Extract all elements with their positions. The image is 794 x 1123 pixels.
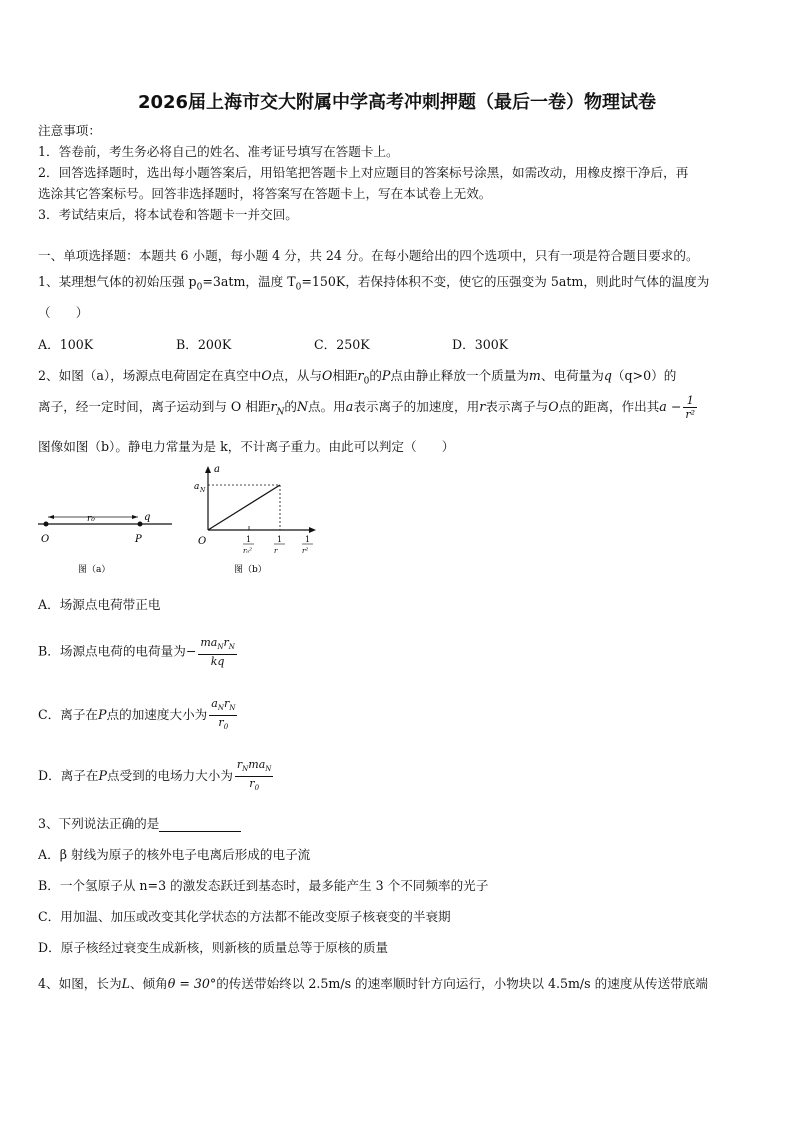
figure-b-y-arrowhead [205, 466, 211, 473]
q2-optC-den-r: r [218, 716, 224, 730]
q2-q: q [603, 368, 612, 383]
q3-option-c: C．用加温、加压或改变其化学状态的方法都不能改变原子核衰变的半衰期 [38, 909, 451, 924]
figure-b-tick2-num: 1 [277, 535, 283, 544]
question-1-stem [38, 271, 709, 293]
q2-rN: r [270, 399, 277, 414]
question-2-line-2 [38, 394, 699, 421]
q2-text: 2、如图（a），场源点电荷固定在真空中 [38, 368, 262, 383]
figure-b-tick3-den: r² [302, 547, 309, 555]
q2-text: 点的距离，作出其 [558, 399, 660, 414]
figure-b-label-aN-sub: N [200, 487, 206, 494]
q2-optB-num-a: ma [200, 636, 218, 649]
q2-text: （q>0）的 [611, 368, 677, 383]
q2-optC-num-a: a [211, 697, 218, 710]
q2-text: 相距 [332, 368, 358, 383]
figure-b-tick1-num: 1 [246, 535, 252, 544]
figure-b [190, 462, 330, 580]
q2-optC-mid: 点的加速度大小为 [106, 707, 208, 723]
q2-option-a: A．场源点电荷带正电 [38, 597, 161, 612]
figure-a-caption: 图（a） [78, 565, 111, 575]
figure-b-label-O: O [198, 536, 207, 547]
figure-a-label-r0: r₀ [87, 514, 95, 524]
q2-text: 、电荷量为 [540, 368, 604, 383]
q2-N: N [296, 399, 308, 414]
notice-item-2: 2．回答选择题时，选出每小题答案后，用铅笔把答题卡上对应题目的答案标号涂黑，如需改动，用橡皮擦干净后，再 [38, 165, 689, 180]
q2-O: O [322, 368, 333, 383]
question-2-line-1 [38, 365, 676, 387]
q2-fraction [683, 394, 697, 421]
figure-b-tick2-den: r [274, 547, 278, 555]
question-4-stem [38, 973, 708, 992]
figure-a-arrowhead-left [48, 515, 54, 519]
q4-stem-b: 、倾角 [129, 976, 168, 991]
figure-b-label-aN: a [194, 482, 200, 492]
q2-optC-den [209, 716, 237, 734]
q2-optB-pre: B．场源点电荷的电荷量为− [38, 643, 197, 659]
q2-option-b [38, 636, 239, 668]
q2-text: 的 [369, 368, 382, 383]
answer-blank [159, 819, 241, 832]
question-3-stem [38, 813, 241, 832]
q4-L: L [121, 976, 130, 991]
q2-text: 的 [284, 399, 297, 414]
q1-option-c: C．250K [314, 337, 370, 352]
q1-sub-p0: 0 [196, 282, 203, 293]
q1-stem-c: =150K，若保持体积不变，使它的压强变为 5atm，则此时气体的温度为 [301, 274, 710, 289]
q2-optB-num [198, 636, 237, 655]
figure-b-line [208, 485, 280, 530]
q2-sub: N [276, 407, 285, 418]
figure-b-label-a: a [214, 464, 220, 475]
q2-text: 表示离子的加速度，用 [353, 399, 480, 414]
q1-option-d: D．300K [452, 337, 509, 352]
section-heading: 一、单项选择题：本题共 6 小题，每小题 4 分，共 24 分。在每小题给出的四个选项中，只有一项是符合题目要求的。 [38, 248, 699, 263]
figure-b-caption: 图（b） [234, 565, 267, 575]
q1-option-a: A．100K [38, 337, 94, 352]
q1-option-b: B．200K [176, 337, 232, 352]
notice-item-1: 1．答卷前，考生务必将自己的姓名、准考证号填写在答题卡上。 [38, 144, 399, 159]
q2-optD-num-m: m [248, 758, 259, 771]
q2-option-c [38, 697, 239, 734]
q2-optD-num-sub: N [242, 765, 249, 774]
q2-optD-den-sub: 0 [254, 784, 260, 793]
q2-optB-num-r: r [223, 636, 229, 649]
q2-optB-num-sub2: N [228, 643, 235, 652]
q4-stem-a: 4、如图，长为 [38, 976, 122, 991]
q2-text: 离子，经一定时间，离子运动到与 O 相距 [38, 399, 271, 414]
figure-a-label-P: P [135, 534, 142, 545]
figure-a-arrowhead-right [132, 515, 138, 519]
figure-a-point-P [138, 522, 143, 527]
q2-optC-num-r: r [223, 697, 230, 710]
q4-theta: θ = 30° [167, 976, 217, 991]
q2-text: 点由静止释放一个质量为 [390, 368, 529, 383]
q2-optD-den [235, 777, 274, 795]
q2-O: O [548, 399, 559, 414]
q2-r0: r [357, 368, 364, 383]
q2-a-dash: a − [659, 399, 682, 414]
q2-text: 点，从与 [271, 368, 323, 383]
q1-stem-a: 1、某理想气体的初始压强 p [38, 274, 197, 289]
notice-item-2-cont: 选涂其它答案标号。回答非选择题时，将答案写在答题卡上，写在本试卷上无效。 [38, 186, 492, 201]
q2-optC-P: P [98, 707, 107, 723]
q2-optC-fraction [209, 697, 237, 734]
q3-stem-text: 3、下列说法正确的是 [38, 816, 160, 831]
q3-option-a: A．β 射线为原子的核外电子电离后形成的电子流 [38, 847, 311, 862]
figure-b-x-arrowhead [309, 527, 316, 533]
q4-stem-c: 的传送带始终以 2.5m/s 的速率顺时针方向运行，小物块以 4.5m/s 的速度从传送带底端 [216, 976, 708, 991]
figure-a-label-q: q [144, 512, 151, 523]
q2-O: O [261, 368, 272, 383]
q2-m: m [528, 368, 541, 383]
frac-den: r² [685, 408, 696, 421]
q2-text: 点。用 [307, 399, 346, 414]
page-title: 2026届上海市交大附属中学高考冲刺押题（最后一卷）物理试卷 [137, 92, 657, 113]
notice-heading: 注意事项： [38, 123, 101, 138]
q2-P: P [381, 368, 391, 383]
q2-option-d [38, 758, 275, 795]
q2-optD-num-sub2: N [265, 765, 272, 774]
q1-paren: （ ） [38, 305, 89, 320]
q2-optD-pre: D．离子在 [38, 768, 99, 784]
q2-r: r [479, 399, 486, 414]
q2-a: a [345, 399, 354, 414]
q2-optB-num-sub: N [217, 643, 224, 652]
q2-optB-fraction [198, 636, 237, 668]
q2-optD-num [235, 758, 274, 777]
q2-optC-num-sub2: N [229, 704, 236, 713]
q2-optD-fraction [235, 758, 274, 795]
figure-a-label-O: O [41, 534, 50, 545]
figure-a-point-O [44, 522, 49, 527]
q2-text: 表示离子与 [485, 399, 549, 414]
notice-item-3: 3．考试结束后，将本试卷和答题卡一并交回。 [38, 207, 298, 222]
q2-optC-num-sub: N [217, 704, 224, 713]
q2-optD-num-r: r [236, 758, 243, 771]
q1-sub-t0: 0 [295, 282, 302, 293]
figure-b-tick3-num: 1 [305, 535, 311, 544]
q2-optD-P: P [98, 768, 107, 784]
q3-option-d: D．原子核经过衰变生成新核，则新核的质量总等于原核的质量 [38, 940, 389, 955]
q3-option-b: B．一个氢原子从 n=3 的激发态跃迁到基态时，最多能产生 3 个不同频率的光子 [38, 878, 489, 893]
figure-a [30, 500, 180, 580]
q2-optC-num [209, 697, 237, 716]
frac-num: 1 [683, 394, 697, 408]
q2-optD-mid: 点受到的电场力大小为 [106, 768, 233, 784]
q2-optD-den-r: r [249, 777, 255, 791]
q2-optD-num-a: a [258, 758, 266, 771]
q2-optC-pre: C．离子在 [38, 707, 99, 723]
q2-optC-den-sub: 0 [223, 723, 229, 732]
figure-b-tick1-den: r₀² [243, 547, 252, 555]
question-2-line-3: 图像如图（b）。静电力常量为是 k，不计离子重力。由此可以判定（ ） [38, 439, 455, 454]
q1-stem-b: =3atm，温度 T [202, 274, 296, 289]
q2-sub: 0 [363, 376, 370, 387]
q2-optB-den: kq [210, 655, 225, 669]
